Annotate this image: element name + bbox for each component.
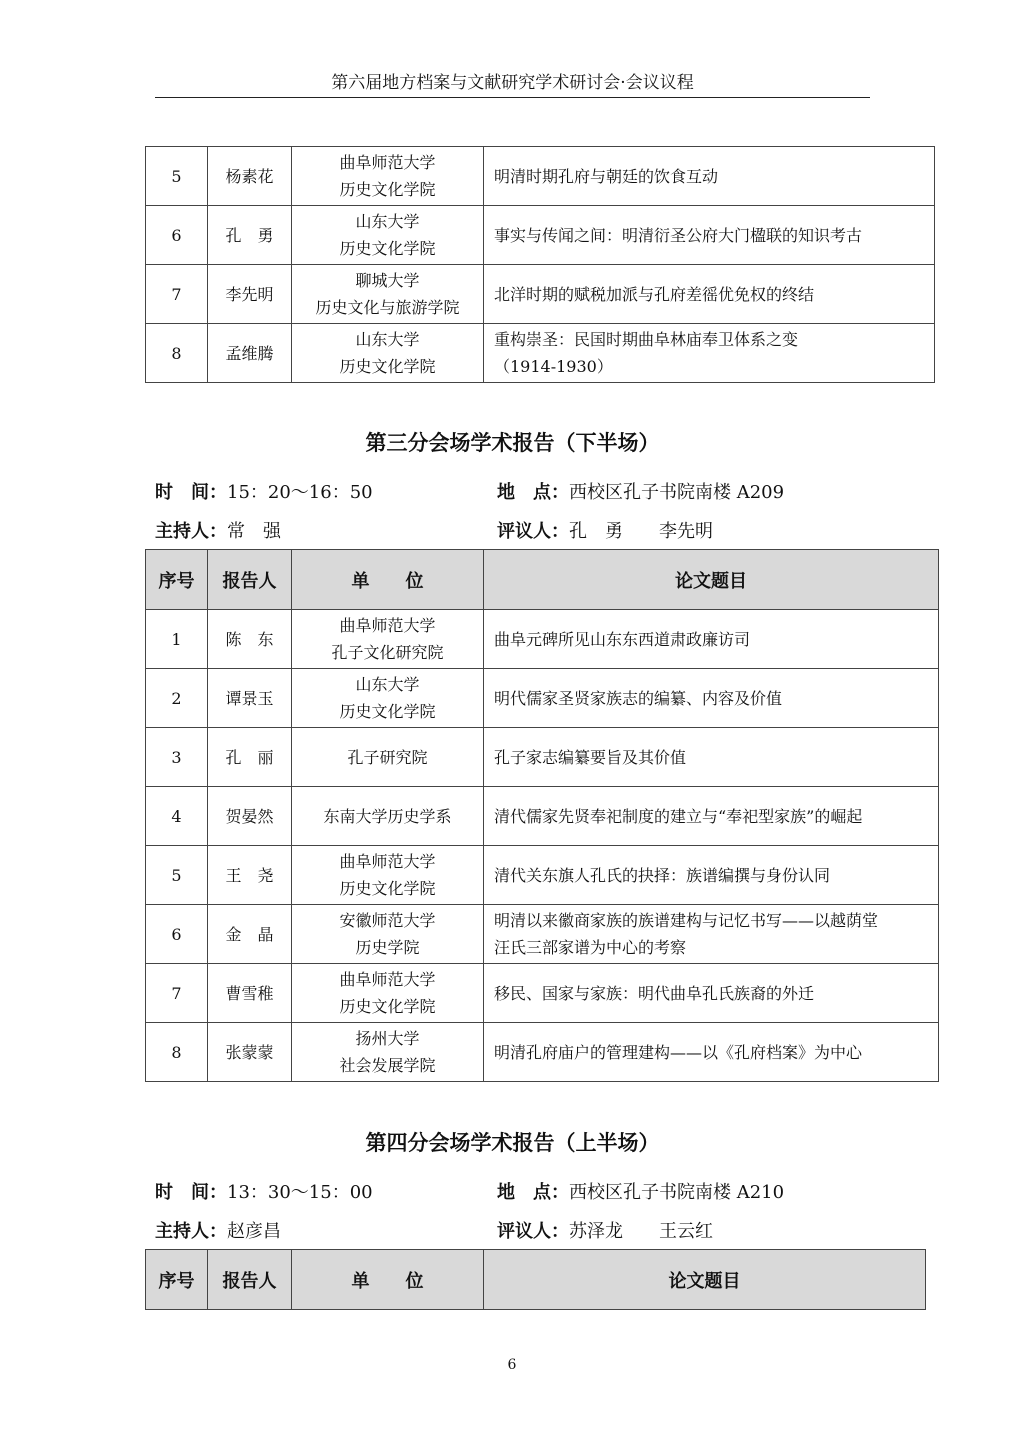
unit-cell <box>292 905 484 964</box>
reporter-cell <box>208 610 292 669</box>
title-cell-text: 明清以来徽商家族的族谱建构与记忆书写——以越荫堂 <box>494 911 879 930</box>
seq-cell-text: 4 <box>171 806 182 826</box>
unit-cell-text: 孔子研究院 <box>347 747 428 767</box>
seq-cell-text: 8 <box>171 343 182 363</box>
time-value: 15：20～16：50 <box>227 482 373 503</box>
table-row <box>146 610 939 669</box>
reporter-cell-text: 陈 东 <box>225 629 274 649</box>
col-header-unit: 单 位 <box>292 550 484 610</box>
seq-cell <box>146 846 208 905</box>
unit-cell <box>292 324 484 383</box>
table-row <box>146 324 935 383</box>
table-row <box>146 147 935 206</box>
col-header-title: 论文题目 <box>484 1250 926 1310</box>
reporter-cell <box>208 846 292 905</box>
section-3-place <box>497 478 784 504</box>
table-row <box>146 206 935 265</box>
seq-cell <box>146 147 208 206</box>
unit-cell <box>292 206 484 265</box>
unit-cell-text: 曲阜师范大学 <box>339 852 436 871</box>
page-header: 第六届地方档案与文献研究学术研讨会·会议议程 <box>155 70 870 98</box>
title-cell <box>484 265 935 324</box>
unit-cell-text: 山东大学 <box>355 330 420 349</box>
seq-cell <box>146 669 208 728</box>
title-cell-text: 明清时期孔府与朝廷的饮食互动 <box>494 166 719 186</box>
reporter-cell <box>208 728 292 787</box>
title-cell <box>484 787 939 846</box>
reporter-cell-text: 贺晏然 <box>225 806 274 826</box>
unit-cell-text: 安徽师范大学 <box>339 911 436 930</box>
title-cell-text: 清代儒家先贤奉祀制度的建立与“奉祀型家族”的崛起 <box>494 806 863 826</box>
page-number: 6 <box>507 1357 517 1373</box>
reporter-cell <box>208 905 292 964</box>
table-row <box>146 728 939 787</box>
title-cell <box>484 905 939 964</box>
section-4-table <box>145 1249 926 1310</box>
reporter-cell <box>208 787 292 846</box>
seq-cell <box>146 610 208 669</box>
place-value: 西校区孔子书院南楼 A209 <box>569 482 785 503</box>
title-cell <box>484 728 939 787</box>
reporter-cell <box>208 265 292 324</box>
section-4-time <box>155 1178 373 1204</box>
reporter-cell-text: 曹雪稚 <box>225 983 274 1003</box>
reporter-cell-text: 张蒙蒙 <box>225 1042 274 1062</box>
seq-cell-text: 7 <box>171 284 182 304</box>
time-label: 时 间： <box>155 1182 227 1203</box>
title-cell-text: （1914-1930） <box>494 357 613 376</box>
reporter-cell-text: 杨素花 <box>225 166 274 186</box>
unit-cell-text: 历史文化学院 <box>339 239 436 258</box>
host-value: 常 强 <box>227 521 281 542</box>
title-cell-text: 重构崇圣：民国时期曲阜林庙奉卫体系之变 <box>494 330 799 349</box>
section-4-host <box>155 1217 281 1243</box>
time-value: 13：30～15：00 <box>227 1182 373 1203</box>
section-3-title: 第三分会场学术报告（下半场） <box>365 431 660 455</box>
table-header-row <box>146 1250 926 1310</box>
reporter-cell-text: 李先明 <box>225 284 274 304</box>
reporter-cell-text: 孔 丽 <box>225 747 274 767</box>
section-3-table <box>145 549 939 1082</box>
title-cell <box>484 610 939 669</box>
seq-cell-text: 6 <box>171 225 182 245</box>
unit-cell <box>292 610 484 669</box>
seq-cell-text: 7 <box>171 983 182 1003</box>
title-cell-text: 汪氏三部家谱为中心的考察 <box>494 938 687 957</box>
title-cell <box>484 147 935 206</box>
reporter-cell-text: 王 尧 <box>225 865 274 885</box>
reporter-cell-text: 谭景玉 <box>225 688 274 708</box>
unit-cell-text: 历史文化学院 <box>339 180 436 199</box>
unit-cell-text: 曲阜师范大学 <box>339 970 436 989</box>
col-header-reporter: 报告人 <box>208 1250 292 1310</box>
reporter-cell-text: 孔 勇 <box>225 225 274 245</box>
title-cell-text: 移民、国家与家族：明代曲阜孔氏族裔的外迁 <box>494 983 815 1003</box>
unit-cell <box>292 846 484 905</box>
seq-cell <box>146 964 208 1023</box>
seq-cell-text: 6 <box>171 924 182 944</box>
place-label: 地 点： <box>497 482 569 503</box>
reviewer-value: 孔 勇 李先明 <box>569 521 713 542</box>
section-4-reviewers <box>497 1217 713 1243</box>
host-label: 主持人： <box>155 521 227 542</box>
section-3-time <box>155 478 373 504</box>
title-cell <box>484 206 935 265</box>
unit-cell-text: 历史文化学院 <box>339 357 436 376</box>
time-label: 时 间： <box>155 482 227 503</box>
unit-cell <box>292 147 484 206</box>
reporter-cell <box>208 669 292 728</box>
col-header-seq: 序号 <box>146 550 208 610</box>
seq-cell <box>146 265 208 324</box>
reviewer-label: 评议人： <box>497 521 569 542</box>
seq-cell <box>146 206 208 265</box>
unit-cell-text: 历史文化学院 <box>339 997 436 1016</box>
title-cell-text: 北洋时期的赋税加派与孔府差徭优免权的终结 <box>494 284 815 304</box>
reporter-cell <box>208 324 292 383</box>
unit-cell-text: 山东大学 <box>355 212 420 231</box>
col-header-seq: 序号 <box>146 1250 208 1310</box>
unit-cell <box>292 964 484 1023</box>
seq-cell-text: 8 <box>171 1042 182 1062</box>
title-cell <box>484 669 939 728</box>
place-label: 地 点： <box>497 1182 569 1203</box>
seq-cell <box>146 787 208 846</box>
unit-cell-text: 历史学院 <box>355 938 420 957</box>
reviewer-value: 苏泽龙 王云红 <box>569 1221 713 1242</box>
section-3-reviewers <box>497 517 713 543</box>
seq-cell-text: 2 <box>171 688 182 708</box>
unit-cell <box>292 787 484 846</box>
table-row <box>146 669 939 728</box>
unit-cell-text: 孔子文化研究院 <box>331 643 444 662</box>
seq-cell <box>146 728 208 787</box>
seq-cell <box>146 905 208 964</box>
seq-cell <box>146 324 208 383</box>
unit-cell-text: 山东大学 <box>355 675 420 694</box>
host-value: 赵彦昌 <box>227 1221 281 1242</box>
reporter-cell <box>208 964 292 1023</box>
unit-cell <box>292 669 484 728</box>
unit-cell-text: 东南大学历史学系 <box>323 806 452 826</box>
title-cell-text: 事实与传闻之间：明清衍圣公府大门楹联的知识考古 <box>494 225 863 245</box>
section-4-place <box>497 1178 784 1204</box>
col-header-title: 论文题目 <box>484 550 939 610</box>
unit-cell <box>292 1023 484 1082</box>
seq-cell-text: 3 <box>171 747 182 767</box>
reporter-cell-text: 金 晶 <box>225 924 274 944</box>
unit-cell-text: 曲阜师范大学 <box>339 153 436 172</box>
seq-cell-text: 1 <box>171 629 182 649</box>
reporter-cell <box>208 147 292 206</box>
title-cell <box>484 846 939 905</box>
host-label: 主持人： <box>155 1221 227 1242</box>
col-header-unit: 单 位 <box>292 1250 484 1310</box>
reporter-cell <box>208 1023 292 1082</box>
title-cell-text: 孔子家志编纂要旨及其价值 <box>494 747 687 767</box>
title-cell-text: 清代关东旗人孔氏的抉择：族谱编撰与身份认同 <box>494 865 831 885</box>
place-value: 西校区孔子书院南楼 A210 <box>569 1182 785 1203</box>
table-row <box>146 964 939 1023</box>
table-row <box>146 265 935 324</box>
unit-cell-text: 曲阜师范大学 <box>339 616 436 635</box>
unit-cell-text: 扬州大学 <box>355 1029 420 1048</box>
unit-cell <box>292 728 484 787</box>
schedule-table-continued <box>145 146 935 383</box>
reporter-cell <box>208 206 292 265</box>
unit-cell-text: 历史文化学院 <box>339 702 436 721</box>
seq-cell-text: 5 <box>171 865 182 885</box>
unit-cell-text: 历史文化学院 <box>339 879 436 898</box>
reviewer-label: 评议人： <box>497 1221 569 1242</box>
section-4-title: 第四分会场学术报告（上半场） <box>365 1131 660 1155</box>
title-cell <box>484 324 935 383</box>
section-3-host <box>155 517 281 543</box>
reporter-cell-text: 孟维腾 <box>225 343 274 363</box>
table-row <box>146 905 939 964</box>
title-cell-text: 明清孔府庙户的管理建构——以《孔府档案》为中心 <box>494 1042 863 1062</box>
unit-cell-text: 聊城大学 <box>355 271 420 290</box>
unit-cell <box>292 265 484 324</box>
unit-cell-text: 社会发展学院 <box>339 1056 436 1075</box>
title-cell-text: 明代儒家圣贤家族志的编纂、内容及价值 <box>494 688 783 708</box>
title-cell <box>484 1023 939 1082</box>
title-cell-text: 曲阜元碑所见山东东西道肃政廉访司 <box>494 629 751 649</box>
unit-cell-text: 历史文化与旅游学院 <box>315 298 460 317</box>
title-cell <box>484 964 939 1023</box>
table-header-row <box>146 550 939 610</box>
table-row <box>146 787 939 846</box>
table-row <box>146 1023 939 1082</box>
col-header-reporter: 报告人 <box>208 550 292 610</box>
seq-cell-text: 5 <box>171 166 182 186</box>
table-row <box>146 846 939 905</box>
seq-cell <box>146 1023 208 1082</box>
